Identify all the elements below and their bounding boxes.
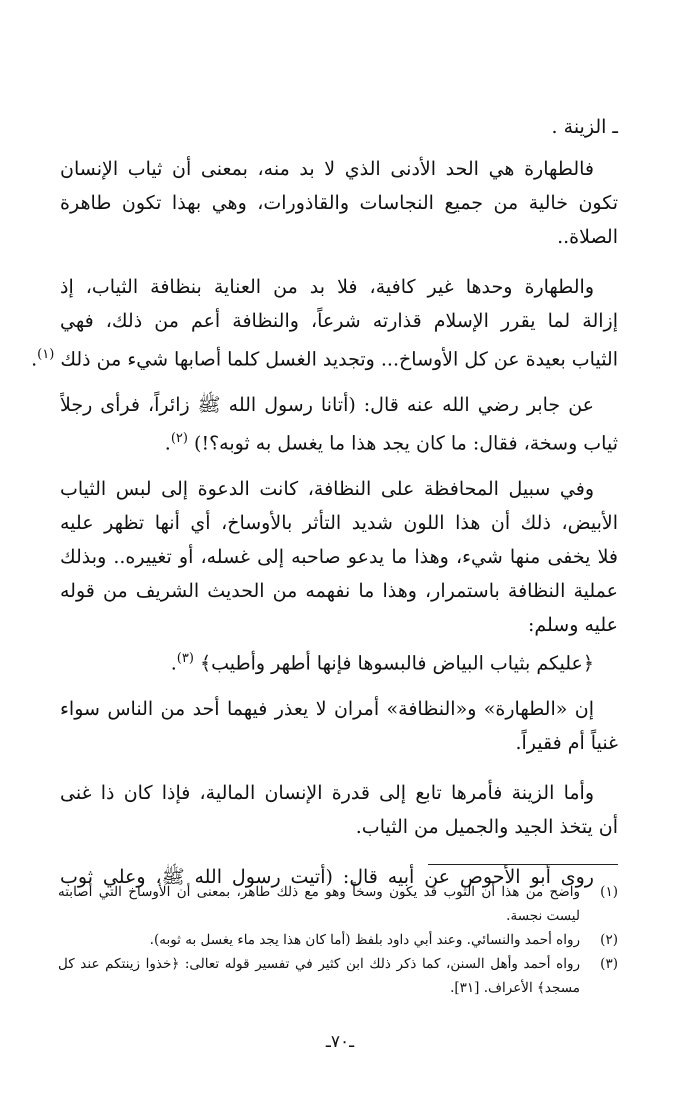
- text-line: والطهارة وحدها غير كافية، فلا بد من العناية بنظافة الثياب، إذ: [60, 276, 594, 298]
- text-line: روى أبو الأحوص عن أبيه قال: (أتيت رسول الله ﷺ، وعلي ثوب: [60, 866, 594, 888]
- paragraph-gap: [60, 456, 618, 472]
- footnote-ref: (١): [37, 347, 55, 362]
- text-line: إزالة لما يقرر الإسلام قذارته شرعاً، والنظافة أعم من ذلك، فهي: [60, 310, 618, 332]
- footnote-number: (٢): [600, 932, 618, 948]
- text-line: غنياً أم فقيراً.: [515, 732, 618, 754]
- text-line: الأبيض، ذلك أن هذا اللون شديد التأثر بالأوساخ، أي أنها تظهر عليه: [60, 512, 618, 534]
- footnote: [58, 928, 618, 952]
- footnote-text: رواه أحمد وأهل السنن، كما ذكر ذلك ابن كثير في تفسير قوله تعالى: ﴿خذوا زينتكم عند كل: [58, 956, 580, 972]
- paragraph-gap: [60, 844, 618, 860]
- text-line: عليه وسلم:: [527, 614, 618, 636]
- hadith-quote: ﴿عليكم بثياب البياض فالبسوها فإنها أطهر وأطيب﴾: [199, 652, 594, 675]
- footnote-number: (١): [600, 884, 618, 900]
- text-line: ـ الزينة .: [551, 116, 618, 138]
- footnote-ref: (٢): [170, 431, 188, 446]
- footnote-ref: (٣): [176, 651, 194, 666]
- text-line: تكون خالية من جميع النجاسات والقاذورات، وهي بهذا تكون طاهرة: [60, 192, 618, 214]
- paragraph-gap: [60, 372, 618, 388]
- text-line: الثياب بعيدة عن كل الأوساخ... وتجديد الغسل كلما أصابها شيء من ذلك $^{(١)}$.: [31, 347, 618, 371]
- footnote: [58, 952, 618, 976]
- paragraph-gap: [60, 254, 618, 270]
- footnote-number: (٣): [600, 956, 618, 972]
- footnote-text: واضح من هذا أن الثوب قد يكون وسخاً وهو مع ذلك طاهر، بمعنى أن الأوساخ التي أصابته: [58, 884, 580, 900]
- text-line: فالطهارة هي الحد الأدنى الذي لا بد منه، بمعنى أن ثياب الإنسان: [60, 158, 594, 180]
- text-line: عملية النظافة باستمرار، وهذا ما نفهمه من الحديث الشريف من قوله: [60, 580, 618, 602]
- text-line: فلا يخفى منها شيء، وهذا ما يدعو صاحبه إلى غسله، أو تغييره.. وبذلك: [60, 546, 618, 568]
- paragraph-gap: [60, 144, 618, 152]
- footnote-separator: [428, 864, 618, 865]
- footnote-text: مسجد﴾ الأعراف. [٣١].: [450, 980, 580, 996]
- footnotes: [58, 880, 618, 1000]
- text-line: ثياب وسخة، فقال: ما كان يجد هذا ما يغسل به ثوبه؟!) $^{(٢)}$.: [164, 431, 618, 455]
- footnote: [58, 880, 618, 904]
- text-span: ثياب وسخة، فقال: ما كان يجد هذا ما يغسل به ثوبه؟!): [194, 432, 618, 455]
- text-line: عن جابر رضي الله عنه قال: (أتانا رسول الله ﷺ زائراً، فرأى رجلاً: [60, 394, 594, 416]
- footnote-text: رواه أحمد والنسائي. وعند أبي داود بلفظ (أما كان هذا يجد ماء يغسل به ثوبه).: [149, 932, 580, 948]
- paragraph-gap: [60, 760, 618, 776]
- paragraph-gap: [60, 676, 618, 692]
- page-number: ـ٧٠ـ: [325, 1032, 355, 1052]
- text-line: ﴿عليكم بثياب البياض فالبسوها فإنها أطهر وأطيب﴾ $^{(٣)}$.: [170, 651, 594, 675]
- text-line: وفي سبيل المحافظة على النظافة، كانت الدعوة إلى لبس الثياب: [60, 478, 595, 500]
- text-line: الصلاة..: [557, 226, 618, 248]
- text-span: الثياب بعيدة عن كل الأوساخ... وتجديد الغسل كلما أصابها شيء من ذلك: [60, 348, 618, 371]
- text-line: إن «الطهارة» و«النظافة» أمران لا يعذر فيهما أحد من الناس سواء: [60, 698, 594, 720]
- text-line: وأما الزينة فأمرها تابع إلى قدرة الإنسان المالية، فإذا كان ذا غنى: [60, 782, 594, 804]
- footnote-text: ليست نجسة.: [506, 908, 580, 924]
- text-line: أن يتخذ الجيد والجميل من الثياب.: [355, 816, 618, 838]
